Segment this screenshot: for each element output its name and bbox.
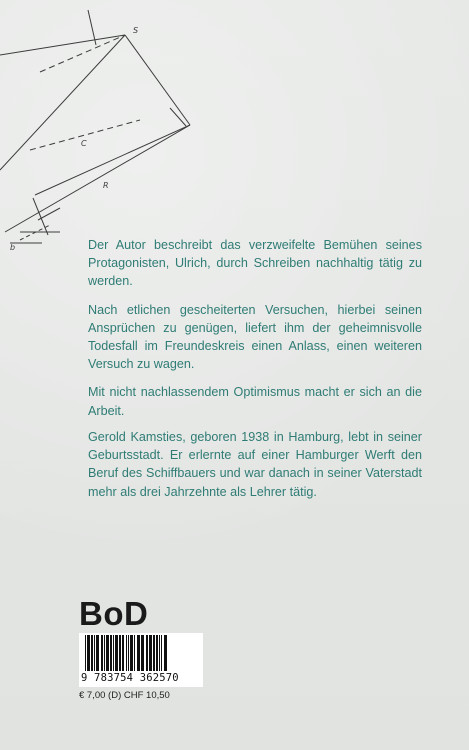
barcode-bar	[94, 635, 95, 671]
barcode-bar	[137, 635, 140, 671]
barcode-bar	[126, 635, 127, 671]
drawing-label-r: R	[103, 181, 109, 190]
barcode-bar	[119, 635, 121, 671]
barcode-digits: 9 783754 362570	[81, 672, 179, 684]
barcode-bar	[141, 635, 144, 671]
barcode-bar	[110, 635, 112, 671]
synopsis-paragraph-2: Nach etlichen gescheiterten Versuchen, hierbei seinen Ansprüchen zu genügen, liefert ihm der geheimnisvolle Todesfall im Freundeskreis einen Anlass, einen weiteren Versuch zu wagen.	[88, 302, 422, 372]
barcode-bar	[159, 635, 160, 671]
drawing-label-c: C	[81, 139, 87, 148]
barcode-bar	[91, 635, 93, 671]
barcode-bar	[146, 635, 148, 671]
barcode-bar	[104, 635, 105, 671]
drawing-line-right	[125, 35, 190, 125]
barcode-bar	[106, 635, 109, 671]
barcode-bar	[115, 635, 118, 671]
drawing-tick-top	[88, 10, 96, 45]
barcode-bar	[164, 635, 167, 671]
drawing-line-top	[0, 35, 125, 55]
barcode-bar	[130, 635, 133, 671]
barcode-bar	[161, 635, 162, 671]
drawing-line-diagonal	[0, 35, 125, 170]
drawing-label-b: b	[10, 243, 16, 252]
barcode-bar	[122, 635, 124, 671]
barcode-bar	[101, 635, 103, 671]
drawing-line-lower	[35, 125, 190, 195]
publisher-logo: BoD	[79, 595, 149, 632]
author-bio	[88, 428, 422, 511]
isbn-barcode	[79, 633, 203, 687]
drawing-label-s: S	[133, 26, 139, 35]
barcode-bar	[153, 635, 155, 671]
barcode-bar	[134, 635, 135, 671]
price-label: € 7,00 (D) CHF 10,50	[79, 690, 170, 701]
barcode-bar	[85, 635, 86, 671]
barcode-bar	[128, 635, 129, 671]
barcode-bar	[87, 635, 90, 671]
drawing-line-bottom	[5, 125, 190, 232]
barcode-bar	[156, 635, 158, 671]
synopsis-paragraph-1: Der Autor beschreibt das verzweifelte Bemühen seines Protagonisten, Ulrich, durch Schreiben nachhaltig tätig zu werden.	[88, 238, 422, 289]
barcode-bar	[149, 635, 152, 671]
drawing-dash-1	[40, 35, 125, 72]
technical-drawing	[0, 0, 200, 260]
synopsis	[88, 236, 422, 430]
synopsis-paragraph-3: Mit nicht nachlassendem Optimismus macht er sich an die Arbeit.	[88, 385, 422, 418]
barcode-bar	[113, 635, 114, 671]
drawing-tick-right	[170, 108, 186, 126]
barcode-bar	[96, 635, 99, 671]
author-bio-text: Gerold Kamsties, geboren 1938 in Hamburg, lebt in seiner Geburtsstadt. Er erlernte auf einer Hamburger Werft den Beruf des Schiffbauers und war danach in seiner Vaterstadt mehr als drei Jahrzehnte als Lehrer tätig.	[88, 430, 422, 499]
barcode-bars	[83, 635, 199, 671]
